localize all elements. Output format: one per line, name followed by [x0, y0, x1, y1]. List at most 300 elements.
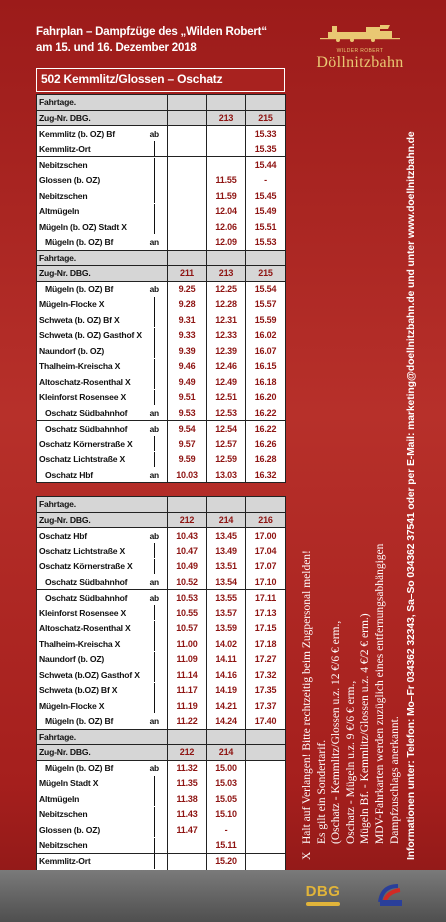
departure-time: 11.19: [168, 698, 207, 714]
departure-time: [207, 157, 246, 173]
departure-time: [168, 853, 207, 869]
direction-arrow-line: [154, 343, 155, 358]
departure-time: 10.52: [168, 574, 207, 590]
logo-name: Döllnitzbahn: [316, 54, 404, 71]
station-name: Nebitzschen: [37, 838, 142, 854]
fahrtage-row: [37, 497, 286, 513]
arrival-departure-mark: ab: [142, 528, 168, 544]
departure-time: 13.03: [207, 467, 246, 483]
departure-time: 16.22: [246, 405, 286, 421]
departure-time: 17.40: [246, 714, 286, 730]
departure-time: 13.59: [207, 621, 246, 637]
arrival-departure-mark: [142, 343, 168, 359]
arrival-departure-mark: [142, 173, 168, 189]
note-x-mark: X: [301, 851, 313, 860]
station-name: Mügeln (b. OZ) Bf: [37, 235, 142, 251]
direction-arrow-line: [154, 390, 155, 405]
station-name: Nebitzschen: [37, 157, 142, 173]
fahrtage-label: Fahrtage.: [37, 250, 168, 266]
departure-time: 11.00: [168, 636, 207, 652]
table-row: [37, 436, 286, 452]
table-row: [37, 188, 286, 204]
direction-arrow-line: [154, 791, 155, 806]
departure-time: 16.28: [246, 452, 286, 468]
arrival-departure-mark: [142, 141, 168, 157]
fahrtage-label: Fahrtage.: [37, 95, 168, 111]
departure-time: [168, 838, 207, 854]
departure-time: [168, 173, 207, 189]
fahrtage-cell: [246, 95, 286, 111]
direction-arrow-line: [154, 158, 155, 173]
train-number-label: Zug-Nr. DBG.: [37, 512, 168, 528]
departure-time: 12.25: [207, 281, 246, 297]
departure-time: 16.32: [246, 467, 286, 483]
fahrtage-cell: [246, 250, 286, 266]
departure-time: 15.53: [246, 235, 286, 251]
table-row: [37, 141, 286, 157]
direction-arrow-line: [154, 436, 155, 451]
departure-time: 10.47: [168, 543, 207, 559]
direction-arrow-line: [154, 359, 155, 374]
station-name: Mügeln-Flocke X: [37, 297, 142, 313]
departure-time: 9.59: [168, 452, 207, 468]
arrival-departure-mark: an: [142, 574, 168, 590]
departure-time: 10.49: [168, 559, 207, 575]
table-row: [37, 235, 286, 251]
departure-time: 15.33: [246, 126, 286, 142]
table-row: [37, 543, 286, 559]
direction-arrow-line: [154, 312, 155, 327]
station-name: Oschatz Lichtstraße X: [37, 543, 142, 559]
departure-time: 12.06: [207, 219, 246, 235]
fahrtage-cell: [168, 95, 207, 111]
departure-time: 12.04: [207, 204, 246, 220]
departure-time: -: [246, 173, 286, 189]
table-row: [37, 374, 286, 390]
direction-arrow-line: [154, 838, 155, 853]
departure-time: 9.33: [168, 328, 207, 344]
departure-time: 11.32: [168, 760, 207, 776]
departure-time: 16.20: [246, 390, 286, 406]
departure-time: 10.57: [168, 621, 207, 637]
departure-time: 17.18: [246, 636, 286, 652]
table-row: [37, 791, 286, 807]
departure-time: 16.26: [246, 436, 286, 452]
departure-time: [246, 760, 286, 776]
departure-time: 15.45: [246, 188, 286, 204]
arrival-departure-mark: an: [142, 714, 168, 730]
station-name: Schweta (b.OZ) Bf X: [37, 683, 142, 699]
station-name: Mügeln (b. OZ) Stadt X: [37, 219, 142, 235]
station-name: Mügeln-Flocke X: [37, 698, 142, 714]
direction-arrow-line: [154, 621, 155, 636]
arrival-departure-mark: [142, 683, 168, 699]
departure-time: 17.11: [246, 590, 286, 606]
departure-time: 11.14: [168, 667, 207, 683]
departure-time: 10.03: [168, 467, 207, 483]
departure-time: 9.49: [168, 374, 207, 390]
departure-time: [168, 157, 207, 173]
table-row: [37, 157, 286, 173]
departure-time: 14.16: [207, 667, 246, 683]
table-row: [37, 621, 286, 637]
departure-time: 12.59: [207, 452, 246, 468]
departure-time: [246, 807, 286, 823]
table-row: [37, 853, 286, 869]
departure-time: 11.35: [168, 776, 207, 792]
departure-time: 15.20: [207, 853, 246, 869]
table-row: [37, 328, 286, 344]
station-name: Mügeln (b. OZ) Bf: [37, 281, 142, 297]
arrival-departure-mark: [142, 374, 168, 390]
departure-time: 16.18: [246, 374, 286, 390]
departure-time: 17.32: [246, 667, 286, 683]
table-row: [37, 822, 286, 838]
train-number-label: Zug-Nr. DBG.: [37, 745, 168, 761]
fahrtage-row: [37, 729, 286, 745]
table-row: [37, 605, 286, 621]
departure-time: 11.22: [168, 714, 207, 730]
departure-time: 15.11: [207, 838, 246, 854]
station-name: Oschatz Südbahnhof: [37, 574, 142, 590]
station-name: Kemmlitz-Ort: [37, 853, 142, 869]
timetable-header: [36, 24, 296, 56]
station-name: Altoschatz-Rosenthal X: [37, 621, 142, 637]
departure-time: 13.54: [207, 574, 246, 590]
departure-time: [207, 126, 246, 142]
departure-time: 12.54: [207, 421, 246, 437]
departure-time: [168, 188, 207, 204]
direction-arrow-line: [154, 374, 155, 389]
station-name: Mügeln (b. OZ) Bf: [37, 714, 142, 730]
arrival-departure-mark: [142, 667, 168, 683]
departure-time: 17.04: [246, 543, 286, 559]
departure-time: 13.55: [207, 590, 246, 606]
station-name: Schweta (b.OZ) Gasthof X: [37, 667, 142, 683]
arrival-departure-mark: [142, 188, 168, 204]
arrival-departure-mark: [142, 853, 168, 869]
train-number: 213: [207, 266, 246, 282]
mdv-logo-icon: [376, 880, 406, 910]
station-name: Glossen (b. OZ): [37, 822, 142, 838]
arrival-departure-mark: [142, 822, 168, 838]
direction-arrow-line: [154, 698, 155, 713]
arrival-departure-mark: [142, 359, 168, 375]
station-name: Oschatz Hbf: [37, 467, 142, 483]
arrival-departure-mark: [142, 157, 168, 173]
departure-time: 10.53: [168, 590, 207, 606]
departure-time: 12.31: [207, 312, 246, 328]
departure-time: [207, 141, 246, 157]
departure-time: 12.28: [207, 297, 246, 313]
table-row: [37, 590, 286, 606]
arrival-departure-mark: [142, 652, 168, 668]
departure-time: 15.57: [246, 297, 286, 313]
departure-time: 16.07: [246, 343, 286, 359]
direction-arrow-line: [154, 204, 155, 219]
direction-arrow-line: [154, 141, 155, 156]
departure-time: 12.46: [207, 359, 246, 375]
table-row: [37, 281, 286, 297]
train-number-row: [37, 745, 286, 761]
train-number-row: [37, 512, 286, 528]
departure-time: 13.51: [207, 559, 246, 575]
arrival-departure-mark: [142, 559, 168, 575]
arrival-departure-mark: an: [142, 405, 168, 421]
table-row: [37, 807, 286, 823]
departure-time: 12.09: [207, 235, 246, 251]
departure-time: 17.27: [246, 652, 286, 668]
table-row: [37, 574, 286, 590]
train-number: 215: [246, 266, 286, 282]
departure-time: [168, 126, 207, 142]
departure-time: 11.59: [207, 188, 246, 204]
station-name: Kemmlitz-Ort: [37, 141, 142, 157]
departure-time: 13.49: [207, 543, 246, 559]
departure-time: 9.53: [168, 405, 207, 421]
fahrtage-cell: [207, 729, 246, 745]
arrival-departure-mark: ab: [142, 421, 168, 437]
departure-time: 9.25: [168, 281, 207, 297]
departure-time: 9.31: [168, 312, 207, 328]
direction-arrow-line: [154, 605, 155, 620]
arrival-departure-mark: [142, 452, 168, 468]
direction-arrow-line: [154, 776, 155, 791]
arrival-departure-mark: [142, 204, 168, 220]
departure-time: 15.44: [246, 157, 286, 173]
fahrtage-label: Fahrtage.: [37, 497, 168, 513]
station-name: Oschatz Südbahnhof: [37, 590, 142, 606]
departure-time: 13.57: [207, 605, 246, 621]
table-row: [37, 343, 286, 359]
departure-time: 10.55: [168, 605, 207, 621]
departure-time: 17.35: [246, 683, 286, 699]
table-row: [37, 173, 286, 189]
arrival-departure-mark: [142, 605, 168, 621]
station-name: Oschatz Südbahnhof: [37, 421, 142, 437]
table-row: [37, 667, 286, 683]
departure-time: [246, 853, 286, 869]
arrival-departure-mark: [142, 436, 168, 452]
table-row: [37, 760, 286, 776]
table-row: [37, 359, 286, 375]
arrival-departure-mark: ab: [142, 760, 168, 776]
header-title: Fahrplan – Dampfzüge des „Wilden Robert“: [36, 26, 267, 38]
table-row: [37, 421, 286, 437]
direction-arrow-line: [154, 219, 155, 234]
header-dates: am 15. und 16. Dezember 2018: [36, 42, 197, 54]
departure-time: [246, 791, 286, 807]
station-name: Naundorf (b. OZ): [37, 652, 142, 668]
timetable-kemmlitz-oschatz: [36, 94, 286, 483]
train-number: [168, 110, 207, 126]
table-row: [37, 528, 286, 544]
contact-info: Informationen unter: Telefon: Mo–Fr 034362 32343, Sa–So 034362 37541 oder per E-Mail: marketing@doellnitzbahn.de und unter www.doellnitzbahn.de: [406, 131, 417, 860]
station-name: Schweta (b. OZ) Gasthof X: [37, 328, 142, 344]
departure-time: 16.22: [246, 421, 286, 437]
arrival-departure-mark: [142, 390, 168, 406]
direction-arrow-line: [154, 188, 155, 203]
note-line-6: MDV-Fahrkarten werden zuzüglich eines entfernungsabhängigen Dampfzuschlags anerkannt.: [373, 543, 401, 844]
departure-time: 17.13: [246, 605, 286, 621]
locomotive-logo-icon: [318, 22, 402, 42]
table-row: [37, 204, 286, 220]
fahrtage-cell: [246, 729, 286, 745]
station-name: Oschatz Körnerstraße X: [37, 559, 142, 575]
departure-time: [246, 822, 286, 838]
departure-time: 9.39: [168, 343, 207, 359]
arrival-departure-mark: ab: [142, 281, 168, 297]
station-name: Oschatz Lichtstraße X: [37, 452, 142, 468]
train-number: 214: [207, 745, 246, 761]
fahrtage-cell: [207, 250, 246, 266]
departure-time: 17.10: [246, 574, 286, 590]
station-name: Oschatz Hbf: [37, 528, 142, 544]
station-name: Thalheim-Kreischa X: [37, 636, 142, 652]
train-number: 211: [168, 266, 207, 282]
arrival-departure-mark: [142, 698, 168, 714]
departure-time: 9.54: [168, 421, 207, 437]
direction-arrow-line: [154, 854, 155, 869]
departure-time: 14.24: [207, 714, 246, 730]
train-number: 216: [246, 512, 286, 528]
table-row: [37, 776, 286, 792]
departure-time: [168, 141, 207, 157]
arrival-departure-mark: an: [142, 235, 168, 251]
station-name: Nebitzschen: [37, 188, 142, 204]
station-name: Altmügeln: [37, 791, 142, 807]
departure-time: -: [207, 822, 246, 838]
station-name: Oschatz Körnerstraße X: [37, 436, 142, 452]
departure-time: [246, 838, 286, 854]
table-row: [37, 698, 286, 714]
departure-time: 15.49: [246, 204, 286, 220]
departure-time: 12.53: [207, 405, 246, 421]
departure-time: 11.43: [168, 807, 207, 823]
departure-time: 15.51: [246, 219, 286, 235]
fahrtage-row: [37, 95, 286, 111]
departure-time: 17.00: [246, 528, 286, 544]
departure-time: 17.37: [246, 698, 286, 714]
table-row: [37, 297, 286, 313]
station-name: Schweta (b. OZ) Bf X: [37, 312, 142, 328]
direction-arrow-line: [154, 652, 155, 667]
departure-time: 14.11: [207, 652, 246, 668]
departure-time: 16.02: [246, 328, 286, 344]
fahrtage-row: [37, 250, 286, 266]
arrival-departure-mark: [142, 776, 168, 792]
departure-time: 17.07: [246, 559, 286, 575]
table-row: [37, 714, 286, 730]
train-number: 213: [207, 110, 246, 126]
departure-time: 12.49: [207, 374, 246, 390]
station-name: Thalheim-Kreischa X: [37, 359, 142, 375]
departure-time: 12.57: [207, 436, 246, 452]
fahrtage-cell: [168, 729, 207, 745]
station-name: Mügeln (b. OZ) Bf: [37, 760, 142, 776]
note-line-1: Halt auf Verlangen! Bitte rechtzeitig beim Zugpersonal melden!: [301, 550, 313, 844]
departure-time: [246, 776, 286, 792]
direction-arrow-line: [154, 328, 155, 343]
table-row: [37, 559, 286, 575]
fahrtage-cell: [168, 497, 207, 513]
departure-time: [168, 235, 207, 251]
direction-arrow-line: [154, 543, 155, 558]
departure-time: 12.51: [207, 390, 246, 406]
departure-time: [168, 219, 207, 235]
station-name: Oschatz Südbahnhof: [37, 405, 142, 421]
arrival-departure-mark: [142, 791, 168, 807]
notes-block: [300, 500, 402, 860]
departure-time: 9.51: [168, 390, 207, 406]
arrival-departure-mark: an: [142, 467, 168, 483]
station-name: Kemmlitz (b. OZ) Bf: [37, 126, 142, 142]
fahrtage-label: Fahrtage.: [37, 729, 168, 745]
departure-time: 11.09: [168, 652, 207, 668]
departure-time: 11.55: [207, 173, 246, 189]
departure-time: 15.54: [246, 281, 286, 297]
table-row: [37, 683, 286, 699]
table-row: [37, 452, 286, 468]
departure-time: 14.19: [207, 683, 246, 699]
departure-time: 11.47: [168, 822, 207, 838]
departure-time: 17.15: [246, 621, 286, 637]
doellnitzbahn-logo: [300, 22, 420, 70]
departure-time: 15.59: [246, 312, 286, 328]
departure-time: 15.05: [207, 791, 246, 807]
arrival-departure-mark: [142, 621, 168, 637]
arrival-departure-mark: ab: [142, 126, 168, 142]
note-halt-on-request: [300, 500, 315, 860]
train-number-row: [37, 266, 286, 282]
arrival-departure-mark: [142, 219, 168, 235]
arrival-departure-mark: [142, 312, 168, 328]
arrival-departure-mark: [142, 328, 168, 344]
dbg-logo: [300, 882, 346, 908]
timetable-oschatz-kemmlitz: [36, 496, 286, 885]
note-line-2: Es gilt ein Sondertarif.: [315, 739, 328, 844]
train-number-label: Zug-Nr. DBG.: [37, 266, 168, 282]
departure-time: 15.00: [207, 760, 246, 776]
train-number: 212: [168, 745, 207, 761]
note-line-5: Mügeln Bf. - Kemmlitz/Glossen u.z. 4 €/2 € erm.): [359, 613, 372, 844]
arrival-departure-mark: ab: [142, 590, 168, 606]
departure-time: 15.10: [207, 807, 246, 823]
table-row: [37, 405, 286, 421]
fahrtage-cell: [246, 497, 286, 513]
train-number: [246, 745, 286, 761]
departure-time: 16.15: [246, 359, 286, 375]
station-name: Altmügeln: [37, 204, 142, 220]
logo-subtitle: WILDER ROBERT: [336, 48, 384, 54]
departure-time: 13.45: [207, 528, 246, 544]
station-name: Naundorf (b. OZ): [37, 343, 142, 359]
departure-time: 9.28: [168, 297, 207, 313]
table-row: [37, 636, 286, 652]
departure-time: 12.39: [207, 343, 246, 359]
direction-arrow-line: [154, 807, 155, 822]
direction-arrow-line: [154, 683, 155, 698]
direction-arrow-line: [154, 559, 155, 574]
table-row: [37, 126, 286, 142]
train-number: 212: [168, 512, 207, 528]
departure-time: 9.57: [168, 436, 207, 452]
departure-time: 12.33: [207, 328, 246, 344]
departure-time: [168, 204, 207, 220]
arrival-departure-mark: [142, 838, 168, 854]
departure-time: 14.02: [207, 636, 246, 652]
direction-arrow-line: [154, 636, 155, 651]
